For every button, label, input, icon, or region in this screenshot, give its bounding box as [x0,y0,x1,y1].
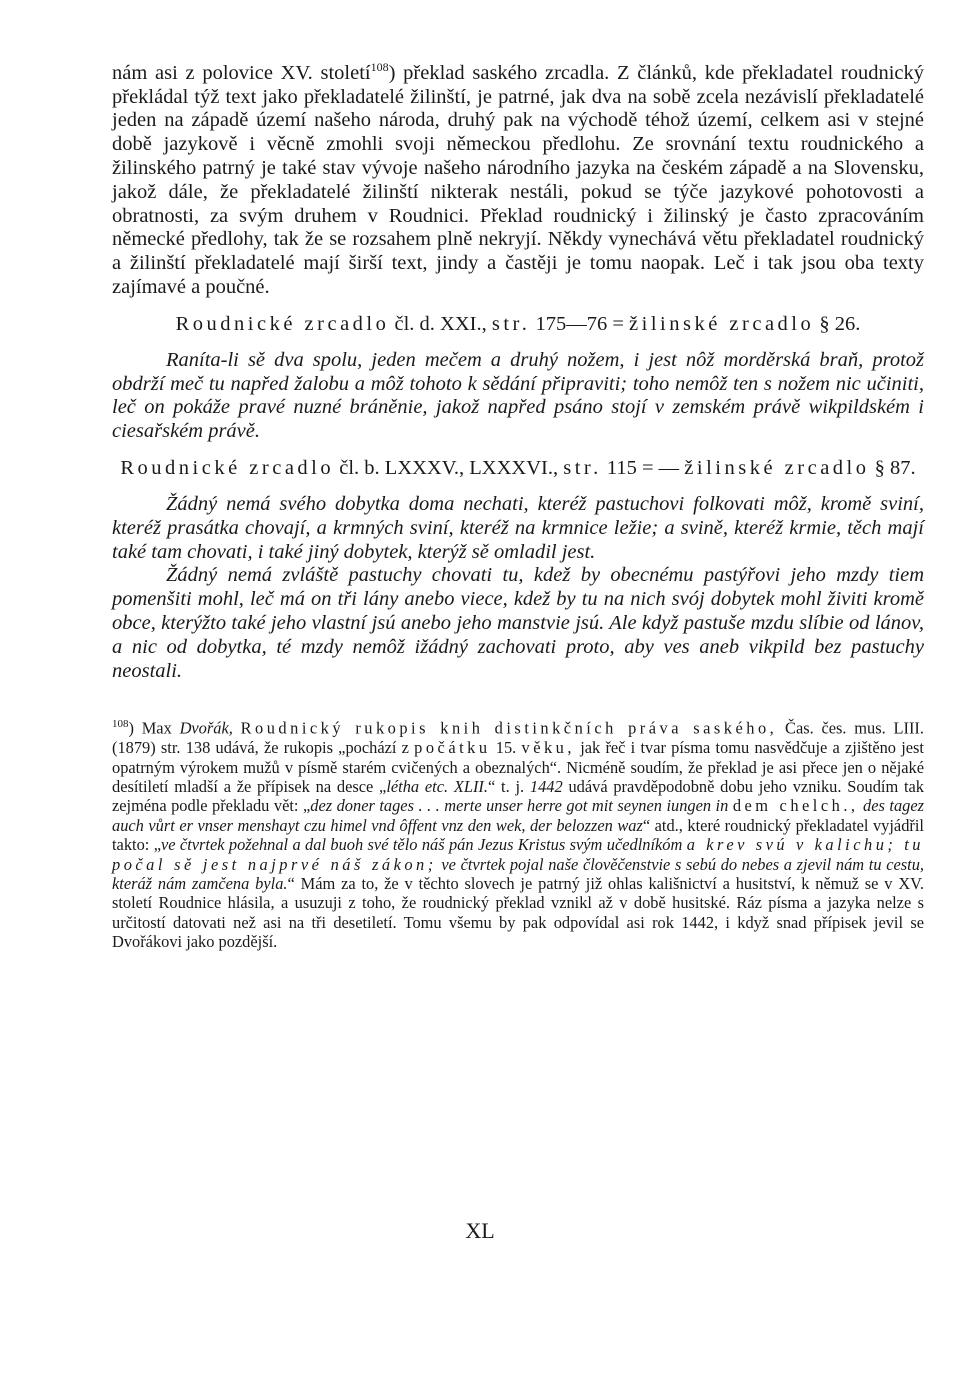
heading2-ref: čl. b. LXXXV., LXXXVI., [334,456,564,479]
section-heading-1 [112,312,924,337]
footnote-italic: des tagez auch vůrt er vnser menshayt czu himel vnd ôffent vnz den wek, der belozzen waz [112,796,924,835]
footnote-spaced: počátku [414,738,491,758]
footnote-text [233,719,241,738]
heading2-target: žilinské zrcadlo [684,456,870,479]
footnote [112,715,924,951]
heading1-page-label: str. [491,312,531,335]
heading2-pages: 115 = — [601,456,685,479]
footnote-text: “ atd., které roudnický překladatel vyjádřil takto: „ [112,815,924,855]
footnote-text: jak řeč i tvar písma tomu nasvědčuje a zjištěno jest opatrným výrokem mužů v písmě starém cvičených a obeznalých“. Nicméně soudím, že překlad je asi přece jen o nějaké desítiletí mladší a že přípisek na desce „ [112,738,924,797]
intro-paragraph [112,56,924,300]
footnote-spaced: dem chelch., [732,796,859,816]
intro-rest: ) překlad saského zrcadla. Z článků, kde překladatel roudnický překládal týž text jako překladatelé žilinští, je patrné, jak dva na sobě zcela nezávislí překladatelé jeden na západě území našeho národa, druhý pak na východě téhož území, celkem asi v stejné době jazykově i věcně zmohli svoji německou předlohu. Ze srovnání textu roudnického a žilinského patrný je také stav vývoje našeho národního jazyka na českém západě a na Slovensku, jakož dále, že překladatelé žilinští nikterak nestáli, pokud se týče jazykové pohotovosti a obratnosti, za svým druhem v Roudnici. Překlad roudnický i žilinský je často zpracováním německé předlohy, tak že se rozsahem plně nekryjí. Někdy vynechává větu překladatel roudnický a žilinští překladatelé mají širší text, jindy a častěji je tomu naopak. Leč i tak jsou oba texty zajímavé a poučné. [112,61,924,298]
heading1-pages: 175—76 = [530,312,630,335]
footnote-author: Dvořák, [179,718,233,738]
footnote-text: “ Mám za to, že v těchto slovech je patrný již ohlas kališnictví a husitství, k němuž se v XV. století Roudnice hlásila, a usuzuji z toho, že roudnický překlad vznikl až v době husitské. Ráz písma a jazyka nelze s určitostí datovati než asi na tři desetiletí. Tomu všemu by pak odpovídal asi rok 1442, i když snad přípisek jevil se Dvořákovi jako pozdější. [112,874,924,952]
heading1-target: žilinské zrcadlo [629,312,815,335]
footnote-reference: 108 [370,60,389,74]
footnote-text: udává pravděpodobně dobu jeho vzniku. Soudím tak zejména podle překladu vět: „ [112,777,924,816]
footnote-text: ) Max [128,718,180,738]
intro-start: nám asi z polovice XV. století [112,61,371,84]
passage-1: Raníta-li sě dva spolu, jeden mečem a druhý nožem, i jest nôž morděrská braň, protož obdrží meč tu napřed žalobu a môž tohoto k sědání připraviti; toho nemôž ten s nožem nic učiniti, leč on pokáže pravé nuzné bráněnie, jakož napřed psáno stojí v zemském právě wikpildském i ciesařském právě. [112,348,924,443]
heading2-section: § 87. [869,456,916,479]
footnote-italic: ve čtvrtek požehnal a dal buoh své tělo náš pán Jezus Kristus svým učedlníkóm [161,835,687,855]
section-heading-2 [112,456,924,481]
footnote-italic: létha etc. XLII. [386,777,488,797]
footnote-title: Roudnický rukopis knih distinkčních práva saského, [240,718,778,738]
heading1-ref: čl. d. XXI., [389,312,492,335]
heading2-source: Roudnické zrcadlo [120,456,335,479]
footnote-text: Čas. čes. mus. LIII. (1879) str. 138 udává, že rukopis „pochází z [112,718,924,758]
passage-3: Žádný nemá zvláště pastuchy chovati tu, kdež by obecnému pastýřovi jeho mzdy tiem pomenšiti mohl, leč má on tři lány anebo viece, kdež by tu na nich svój dobytek mohl živiti kromě obce, kterýžto také jeho vlastní jsú anebo jeho manstvie jsú. Ale když pastuše mzdu slíbie od lánov, a nic od dobytka, té mzdy nemôž ižádný zachovati proto, aby ves aneb vikpild bez pastuchy neostali. [112,564,924,682]
footnote-italic: dez doner tages . . . merte unser herre got mit seynen iungen in [310,796,733,816]
footnote-number: 108 [112,718,129,731]
passage-2: Žádný nemá svého dobytka doma nechati, kteréž pastuchovi folkovati môž, kromě sviní, kteréž prasátka chovají, a krmných sviní, kteréž na krmnice ležie; a svině, kteréž krmie, těch mají také tam chovati, i také jiný dobytek, kterýž sě omladil jest. [112,492,924,563]
heading2-page-label: str. [563,456,602,479]
footnote-text: 15. [490,738,522,758]
heading1-source: Roudnické zrcadlo [175,312,390,335]
footnote-spaced: věku, [521,738,575,758]
footnote-text: “ t. j. [488,777,530,797]
page-number: XL [465,1218,495,1243]
footnote-italic: 1442 [529,777,563,797]
heading1-section: § 26. [814,312,861,335]
footnote-spaced: a krev svú v kalichu; tu počal sě jest najprvé náš zákon; [112,835,924,874]
page-content [112,56,924,952]
footnote-italic: ve čtvrtek pojal naše člověčenstvie s sebú do nebes a zjevil nám tu cestu, kteráž nám zamčena byla. [112,854,924,894]
